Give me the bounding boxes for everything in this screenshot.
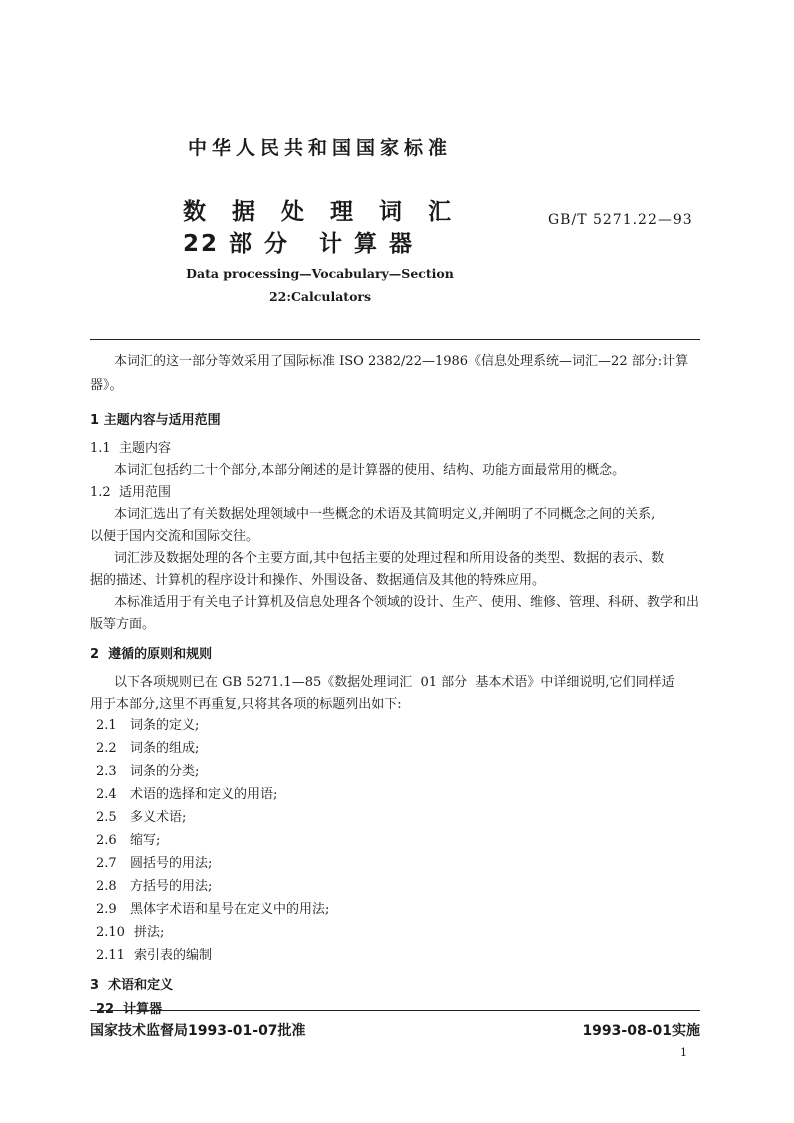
rule-item-text: 词条的组成; — [130, 741, 200, 756]
rule-list-item — [96, 852, 212, 876]
approval-info: 国家技术监督局1993-01-07批准 — [90, 1023, 306, 1039]
footer-divider — [90, 1010, 700, 1011]
rule-item-text: 黑体字术语和星号在定义中的用法; — [130, 902, 330, 917]
rule-list-item — [96, 944, 212, 968]
section1-2-p2-line2: 据的描述、计算机的程序设计和操作、外围设备、数据通信及其他的特殊应用。 — [90, 573, 546, 588]
rule-list-item — [96, 829, 160, 853]
rule-item-text: 词条的定义; — [130, 718, 200, 733]
rule-list-item — [96, 875, 212, 899]
rule-item-number: 2.5 — [96, 810, 117, 825]
intro-line2: 器》。 — [90, 378, 123, 393]
rule-item-number: 2.8 — [96, 879, 117, 894]
rule-item-text: 术语的选择和定义的用语; — [130, 787, 278, 802]
implementation-date: 1993-08-01实施 — [582, 1023, 700, 1039]
title-en-line2: 22:Calculators — [268, 289, 372, 304]
title-cn-line2: 22 部 分 计 算 器 — [183, 231, 415, 257]
national-standard-title: 中华人民共和国国家标准 — [187, 137, 452, 159]
title-en-line1: Data processing—Vocabulary—Section — [186, 266, 454, 281]
section2-intro-line2: 用于本部分,这里不再重复,只将其各项的标题列出如下: — [90, 697, 402, 712]
rule-item-number: 2.6 — [96, 833, 117, 848]
section3-heading: 3 术语和定义 — [90, 978, 174, 993]
rule-item-text: 词条的分类; — [130, 764, 200, 779]
rule-list-item — [96, 921, 164, 945]
rule-list-item — [96, 783, 277, 807]
section1-2-p1-line1: 本词汇选出了有关数据处理领域中一些概念的术语及其简明定义,并阐明了不同概念之间的关系, — [114, 507, 656, 522]
rule-item-number: 2.9 — [96, 902, 117, 917]
rule-list-item — [96, 806, 186, 830]
rule-list-item — [96, 737, 199, 761]
rule-item-number: 2.1 — [96, 718, 117, 733]
section1-2-p3-line1: 本标准适用于有关电子计算机及信息处理各个领域的设计、生产、使用、维修、管理、科研、教学和出 — [114, 595, 700, 610]
rule-item-number: 2.11 — [96, 948, 125, 963]
title-cn-line1: 数 据 处 理 词 汇 — [183, 199, 454, 225]
section1-2-p3-line2: 版等方面。 — [90, 617, 156, 632]
section1-2-p1-line2: 以便于国内交流和国际交往。 — [90, 529, 260, 544]
rule-item-number: 2.4 — [96, 787, 117, 802]
rule-item-text: 方括号的用法; — [130, 879, 213, 894]
section2-intro-line1: 以下各项规则已在 GB 5271.1—85《数据处理词汇 01 部分 基本术语》中详细说明,它们同样适 — [114, 675, 675, 690]
rule-item-text: 多义术语; — [130, 810, 187, 825]
rule-item-text: 拼法; — [134, 925, 165, 940]
rule-item-text: 索引表的编制 — [134, 948, 213, 963]
section2-heading: 2 遵循的原则和规则 — [90, 647, 213, 662]
section1-heading: 1 主题内容与适用范围 — [90, 413, 221, 428]
page-number: 1 — [680, 1046, 687, 1059]
rule-item-text: 圆括号的用法; — [130, 856, 213, 871]
rule-list-item — [96, 760, 199, 784]
rule-item-number: 2.10 — [96, 925, 125, 940]
rule-list-item — [96, 898, 329, 922]
section1-1-text: 本词汇包括约二十个部分,本部分阐述的是计算器的使用、结构、功能方面最常用的概念。 — [114, 463, 626, 478]
standard-number: GB/T 5271.22—93 — [548, 212, 693, 228]
rule-item-text: 缩写; — [130, 833, 161, 848]
header-divider — [90, 339, 700, 340]
section1-1-heading: 1.1 主题内容 — [90, 441, 171, 456]
section3-subheading: 22 计算器 — [96, 1002, 163, 1017]
rule-item-number: 2.2 — [96, 741, 117, 756]
rule-item-number: 2.7 — [96, 856, 117, 871]
intro-line1: 本词汇的这一部分等效采用了国际标准 ISO 2382/22—1986《信息处理系统—词汇—22 部分:计算 — [114, 354, 689, 369]
section1-2-heading: 1.2 适用范围 — [90, 485, 171, 500]
section1-2-p2-line1: 词汇涉及数据处理的各个主要方面,其中包括主要的处理过程和所用设备的类型、数据的表示、数 — [114, 551, 665, 566]
rule-item-number: 2.3 — [96, 764, 117, 779]
rule-list-item — [96, 714, 199, 738]
